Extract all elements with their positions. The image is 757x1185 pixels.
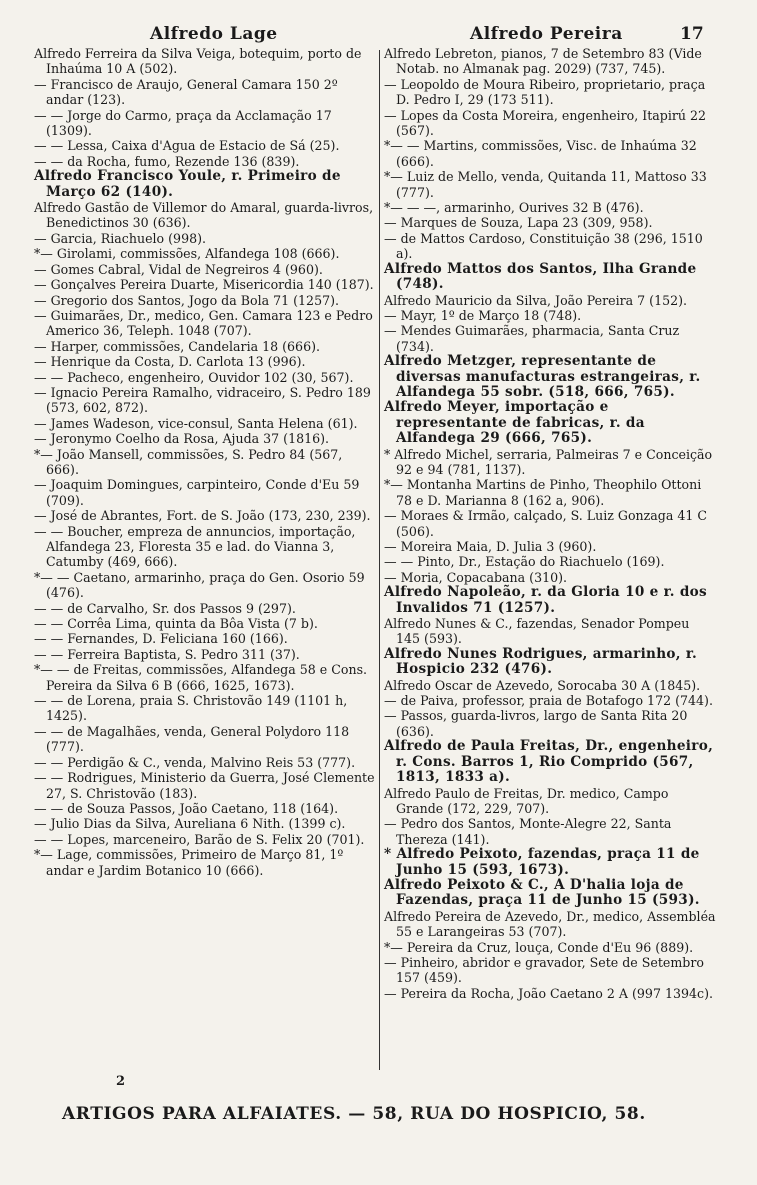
directory-entry: *— João Mansell, commissões, S. Pedro 84 (567, 666). [34, 446, 343, 477]
directory-entry: — — de Lorena, praia S. Christovão 149 (1101 h, 1425). [34, 693, 348, 724]
directory-entry: *— — Caetano, armarinho, praça do Gen. Osorio 59 (476). [34, 569, 365, 601]
directory-entry: Alfredo Gastão de Villemor do Amaral, guarda-livros, Benedictinos 30 (636). [34, 200, 374, 231]
directory-entry: — Lopes da Costa Moreira, engenheiro, Itapirú 22 (567). [384, 107, 707, 139]
directory-entry: — — de Souza Passos, João Caetano, 118 (164). [34, 800, 339, 816]
directory-entry: — Gregorio dos Santos, Jogo da Bola 71 (1257). [34, 292, 340, 308]
directory-entry: — — Ferreira Baptista, S. Pedro 311 (37). [34, 646, 300, 662]
directory-entry: *— — Martins, commissões, Visc. de Inhaúma 32 (666). [384, 138, 697, 169]
directory-entry: — Mendes Guimarães, pharmacia, Santa Cruz (734). [384, 323, 680, 354]
directory-entry: — — Perdigão & C., venda, Malvino Reis 53 (777). [34, 754, 356, 770]
directory-entry: — — Lessa, Caixa d'Agua de Estacio de Sá (25). [34, 138, 340, 154]
directory-entry: *— Luiz de Mello, venda, Quitanda 11, Mattoso 33 (777). [384, 169, 707, 200]
directory-entry: — Pereira da Rocha, João Caetano 2 A (997 1394c). [384, 985, 713, 1001]
directory-entry: — James Wadeson, vice-consul, Santa Helena (61). [34, 415, 358, 431]
directory-entry: Alfredo Peixoto & C., A D'halia loja de Fazendas, praça 11 de Junho 15 (593). [384, 876, 700, 909]
directory-entry: — Passos, guarda-livros, largo de Santa Rita 20 (636). [384, 708, 688, 739]
directory-entry: — — Boucher, empreza de annuncios, importação, Alfandega 23, Floresta 35 e lad. do Vianna 3, Catumby (469, 666). [34, 523, 356, 570]
directory-entry: — Henrique da Costa, D. Carlota 13 (996). [34, 354, 306, 370]
directory-entry: *— Girolami, commissões, Alfandega 108 (666). [34, 246, 340, 262]
running-head-right: Alfredo Pereira [470, 24, 623, 44]
directory-entry: — Joaquim Domingues, carpinteiro, Conde d'Eu 59 (709). [34, 477, 360, 508]
directory-entry: — — Fernandes, D. Feliciana 160 (166). [34, 631, 288, 647]
directory-entry: — de Mattos Cardoso, Constituição 38 (296, 1510 a). [384, 230, 703, 262]
directory-entry: Alfredo Mauricio da Silva, João Pereira 7 (152). [384, 292, 688, 308]
directory-entry: *— Lage, commissões, Primeiro de Março 81, 1º andar e Jardim Botanico 10 (666). [34, 847, 344, 878]
directory-entry: Alfredo Metzger, representante de diversas manufacturas estrangeiras, r. Alfandega 55 sobr. (518, 666, 765). [384, 353, 701, 400]
directory-entry: — — Jorge do Carmo, praça da Acclamação 17 (1309). [34, 107, 332, 139]
directory-entry: — — Rodrigues, Ministerio da Guerra, José Clemente 27, S. Christovão (183). [34, 770, 375, 801]
right-column [384, 46, 716, 1001]
running-head-left: Alfredo Lage [150, 24, 278, 44]
footer-advertisement: ARTIGOS PARA ALFAIATES. — 58, RUA DO HOSPICIO, 58. [62, 1104, 646, 1124]
directory-entry: — Mayr, 1º de Março 18 (748). [384, 307, 582, 323]
directory-entry: — Harper, commissões, Candelaria 18 (666). [34, 338, 321, 354]
signature-mark: 2 [116, 1074, 126, 1089]
directory-entry: *— Montanha Martins de Pinho, Theophilo Ottoni 78 e D. Marianna 8 (162 a, 906). [384, 477, 702, 508]
directory-entry: Alfredo Francisco Youle, r. Primeiro de Março 62 (140). [34, 168, 341, 200]
directory-entry: * Alfredo Peixoto, fazendas, praça 11 de Junho 15 (593, 1673). [384, 846, 700, 878]
directory-entry: — Pedro dos Santos, Monte-Alegre 22, Santa Thereza (141). [384, 816, 672, 847]
directory-entry: — Guimarães, Dr., medico, Gen. Camara 123 e Pedro Americo 36, Teleph. 1048 (707). [34, 307, 373, 339]
directory-entry: Alfredo Paulo de Freitas, Dr. medico, Campo Grande (172, 229, 707). [384, 785, 669, 816]
directory-entry: — — Pinto, Dr., Estação do Riachuelo (169). [384, 554, 665, 570]
directory-entry: — Julio Dias da Silva, Aureliana 6 Nith. (1399 c). [34, 816, 346, 832]
directory-entry: Alfredo Meyer, importação e representante de fabricas, r. da Alfandega 29 (666, 765). [384, 399, 645, 447]
directory-entry: Alfredo Nunes Rodrigues, armarinho, r. Hospicio 232 (476). [384, 645, 698, 678]
directory-entry: — Garcia, Riachuelo (998). [34, 230, 207, 246]
directory-entry: — Marques de Souza, Lapa 23 (309, 958). [384, 215, 653, 231]
directory-entry: Alfredo Lebreton, pianos, 7 de Setembro 83 (Vide Notab. no Almanak pag. 2029) (737, 745). [384, 46, 702, 77]
directory-entry: *— Pereira da Cruz, louça, Conde d'Eu 96 (889). [384, 939, 694, 955]
directory-entry: — Moraes & Irmão, calçado, S. Luiz Gonzaga 41 C (506). [384, 508, 708, 539]
directory-entry: — Moria, Copacabana (310). [384, 569, 568, 585]
directory-entry: — Leopoldo de Moura Ribeiro, proprietario, praça D. Pedro I, 29 (173 511). [384, 76, 706, 108]
directory-entry: Alfredo Mattos dos Santos, Ilha Grande (748). [384, 260, 697, 293]
directory-entry: * Alfredo Michel, serraria, Palmeiras 7 e Conceição 92 e 94 (781, 1137). [384, 446, 713, 477]
directory-entry: *— — de Freitas, commissões, Alfandega 58 e Cons. Pereira da Silva 6 B (666, 1625, 1673). [34, 662, 368, 693]
directory-entry: — — Lopes, marceneiro, Barão de S. Felix 20 (701). [34, 831, 365, 847]
directory-entry: Alfredo Oscar de Azevedo, Sorocaba 30 A (1845). [384, 677, 701, 693]
column-divider [379, 50, 380, 1070]
directory-entry: Alfredo Pereira de Azevedo, Dr., medico, Assembléa 55 e Larangeiras 53 (707). [384, 908, 716, 940]
directory-entry: — — Pacheco, engenheiro, Ouvidor 102 (30, 567). [34, 369, 354, 385]
directory-entry: — Moreira Maia, D. Julia 3 (960). [384, 539, 597, 554]
directory-entry: Alfredo Ferreira da Silva Veiga, botequim, porto de Inhaúma 10 A (502). [34, 46, 362, 77]
directory-entry: — de Paiva, professor, praia de Botafogo 172 (744). [384, 693, 713, 709]
directory-entry: — Francisco de Araujo, General Camara 150 2º andar (123). [34, 76, 338, 108]
directory-entry: Alfredo de Paula Freitas, Dr., engenheiro, r. Cons. Barros 1, Rio Comprido (567, 1813, 1833 a). [384, 738, 714, 786]
directory-entry: Alfredo Nunes & C., fazendas, Senador Pompeu 145 (593). [384, 616, 690, 647]
directory-entry: — — de Carvalho, Sr. dos Passos 9 (297). [34, 600, 296, 616]
directory-entry: — Gonçalves Pereira Duarte, Misericordia 140 (187). [34, 277, 374, 293]
directory-entry: — José de Abrantes, Fort. de S. João (173, 230, 239). [34, 508, 371, 524]
page-number: 17 [680, 24, 704, 44]
directory-entry: — Ignacio Pereira Ramalho, vidraceiro, S. Pedro 189 (573, 602, 872). [34, 384, 371, 416]
directory-entry: — — Corrêa Lima, quinta da Bôa Vista (7 b). [34, 616, 318, 632]
directory-entry: Alfredo Napoleão, r. da Gloria 10 e r. dos Invalidos 71 (1257). [384, 584, 707, 616]
directory-entry: — — de Magalhães, venda, General Polydoro 118 (777). [34, 723, 350, 755]
left-column [34, 46, 376, 878]
directory-entry: — Pinheiro, abridor e gravador, Sete de Setembro 157 (459). [384, 954, 704, 986]
directory-entry: — — da Rocha, fumo, Rezende 136 (839). [34, 153, 300, 169]
directory-entry: — Jeronymo Coelho da Rosa, Ajuda 37 (1816). [34, 431, 330, 447]
directory-entry: — Gomes Cabral, Vidal de Negreiros 4 (960). [34, 261, 323, 277]
directory-entry: *— — —, armarinho, Ourives 32 B (476). [384, 200, 644, 216]
